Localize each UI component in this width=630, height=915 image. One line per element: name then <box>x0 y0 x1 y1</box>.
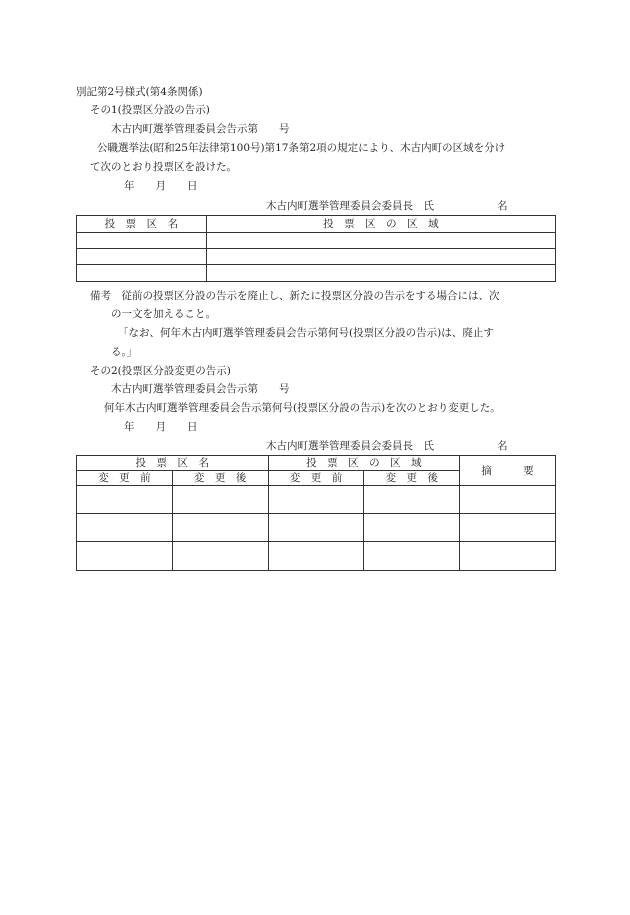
part1-signature: 木古内町選挙管理委員会委員長 氏 名 <box>266 200 508 212</box>
table-cell[interactable] <box>268 514 364 542</box>
remarks-line4: る。」 <box>111 346 138 358</box>
table-cell[interactable] <box>77 265 207 282</box>
part2-body-line1: 何年木古内町選挙管理委員会告示第何号(投票区分設の告示)を次のとおり変更した。 <box>104 402 501 414</box>
table-cell[interactable] <box>206 265 555 282</box>
form-title: 別記第2号様式(第4条関係) <box>76 86 203 98</box>
part2-table <box>76 455 556 571</box>
part1-table <box>76 215 556 282</box>
part1-table-header-row <box>77 216 556 233</box>
part2-header-district-name: 投 票 区 名 <box>77 456 269 471</box>
part2-subheader-name-before: 変 更 前 <box>77 471 173 486</box>
table-cell[interactable] <box>172 542 268 571</box>
part1-header-district-name: 投 票 区 名 <box>77 216 207 233</box>
table-cell[interactable] <box>268 486 364 514</box>
table-cell[interactable] <box>206 249 555 265</box>
table-row <box>77 233 556 249</box>
part2-subheader-area-after: 変 更 後 <box>364 471 460 486</box>
part1-body-line1: 公職選挙法(昭和25年法律第100号)第17条第2項の規定により、木古内町の区域を分け <box>97 142 506 154</box>
part1-notice-number: 木古内町選挙管理委員会告示第 号 <box>111 123 290 135</box>
table-cell[interactable] <box>77 514 173 542</box>
table-cell[interactable] <box>172 514 268 542</box>
table-row <box>77 265 556 282</box>
table-cell[interactable] <box>268 542 364 571</box>
part1-date: 年 月 日 <box>124 180 198 192</box>
table-cell[interactable] <box>77 233 207 249</box>
part1-body-line2: て次のとおり投票区を設けた。 <box>90 161 237 173</box>
remarks-line2: の一文を加えること。 <box>111 308 216 320</box>
remarks-line3: 「なお、何年木古内町選挙管理委員会告示第何号(投票区分設の告示)は、廃止す <box>118 327 494 339</box>
part2-header-district-area: 投 票 区 の 区 域 <box>268 456 460 471</box>
table-row <box>77 542 556 571</box>
table-row <box>77 514 556 542</box>
table-cell[interactable] <box>460 514 556 542</box>
part1-header-district-area: 投 票 区 の 区 域 <box>206 216 555 233</box>
table-cell[interactable] <box>460 542 556 571</box>
part2-signature: 木古内町選挙管理委員会委員長 氏 名 <box>266 440 508 452</box>
table-cell[interactable] <box>172 486 268 514</box>
part2-subheader-name-after: 変 更 後 <box>172 471 268 486</box>
part2-heading: その2(投票区分設変更の告示) <box>90 365 231 377</box>
table-cell[interactable] <box>460 486 556 514</box>
table-cell[interactable] <box>77 542 173 571</box>
part1-heading: その1(投票区分設の告示) <box>90 104 210 116</box>
part2-notice-number: 木古内町選挙管理委員会告示第 号 <box>111 383 290 395</box>
part2-date: 年 月 日 <box>124 421 198 433</box>
table-cell[interactable] <box>77 249 207 265</box>
table-row <box>77 486 556 514</box>
part2-header-summary: 摘 要 <box>460 456 556 486</box>
remarks-line1: 備考 従前の投票区分設の告示を廃止し、新たに投票区分設の告示をする場合には、次 <box>90 290 500 302</box>
part2-table-group-header-row <box>77 456 556 471</box>
part2-subheader-area-before: 変 更 前 <box>268 471 364 486</box>
table-cell[interactable] <box>364 486 460 514</box>
table-row <box>77 249 556 265</box>
table-cell[interactable] <box>206 233 555 249</box>
table-cell[interactable] <box>77 486 173 514</box>
table-cell[interactable] <box>364 542 460 571</box>
table-cell[interactable] <box>364 514 460 542</box>
